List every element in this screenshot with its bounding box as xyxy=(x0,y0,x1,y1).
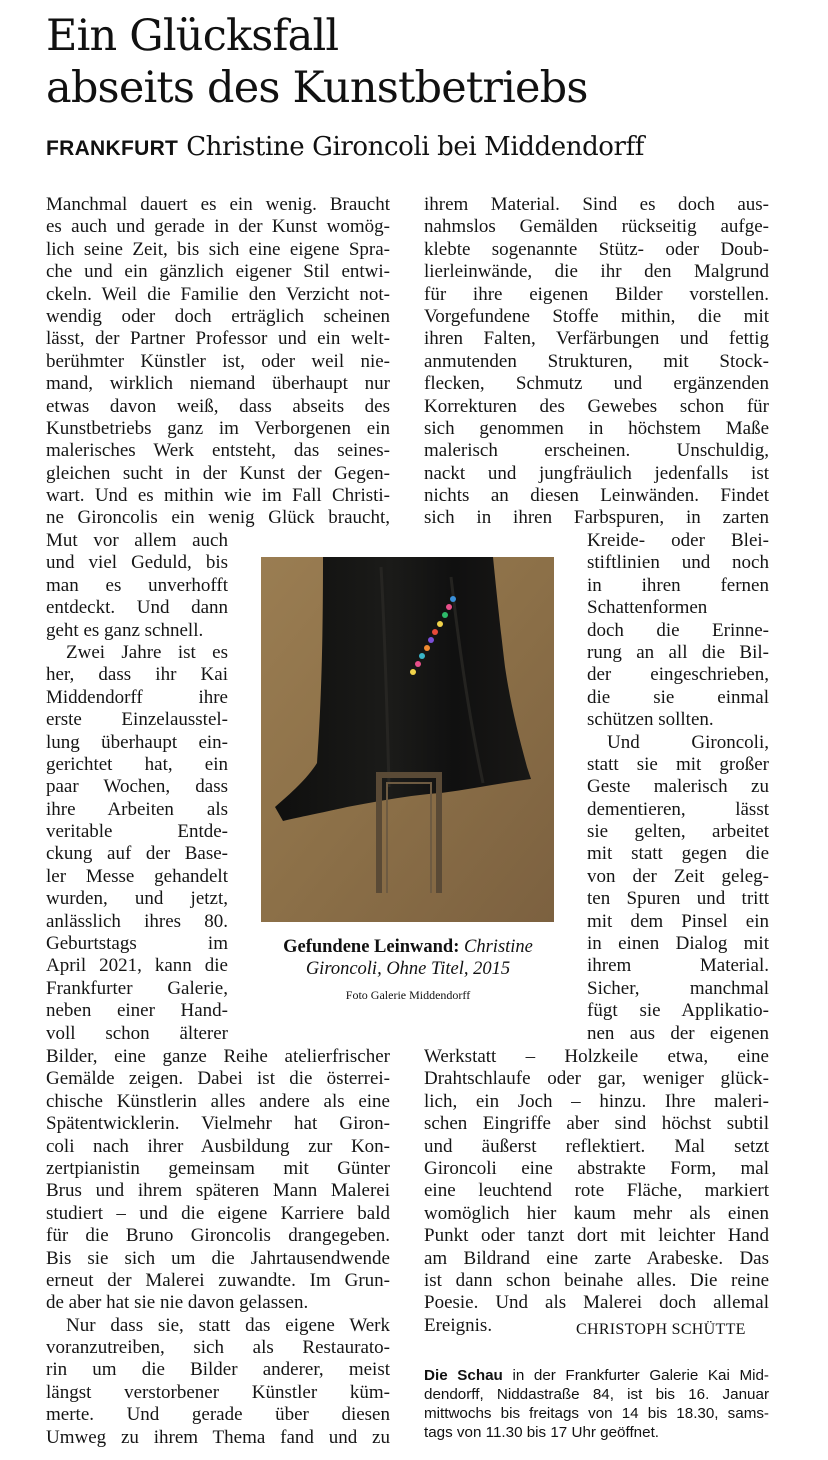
text-line: lung überhaupt ein- xyxy=(46,731,228,753)
text-line: sie gelten, arbeitet xyxy=(587,821,769,843)
text-line: Und Gironcoli, xyxy=(607,731,769,753)
text-line: wart. Und es mithin wie im Fall Christi- xyxy=(46,485,390,507)
text-line: nahmslos Gemälden rückseitig aufge- xyxy=(424,216,769,238)
text-line: anlässlich ihres 80. xyxy=(46,910,228,932)
text-line: studiert – und die eigene Karriere bald xyxy=(46,1202,390,1224)
text-line: malerisches Werk entsteht, das seines- xyxy=(46,440,390,462)
column-right-narrow xyxy=(587,530,769,1045)
text-line: paar Wochen, dass xyxy=(46,776,228,798)
text-line: lich seine Zeit, bis sich eine eigene Spra- xyxy=(46,238,390,260)
text-line: mit dem Pinsel ein xyxy=(587,910,769,932)
text-line: sich genommen in höchstem Maße xyxy=(424,417,769,439)
text-line: Kreide- oder Blei- xyxy=(587,530,769,551)
text-line: stiftlinien und noch xyxy=(587,552,769,574)
text-line: mit statt gegen die xyxy=(587,843,769,865)
headline-line: Ein Glücksfall xyxy=(46,11,339,61)
text-line: gerichtet hat, ein xyxy=(46,753,228,775)
text-line: ihren Falten, Verfärbungen und fettig xyxy=(424,328,769,350)
artwork-image xyxy=(261,557,554,922)
text-line: April 2021, kann die xyxy=(46,955,228,977)
text-line: etwas davon weiß, dass abseits des xyxy=(46,395,390,417)
text-line: neben einer Hand- xyxy=(46,1000,228,1022)
text-line: che und ein gänzlich eigener Stil entwi- xyxy=(46,261,390,283)
text-line: und äußerst reflektiert. Mal setzt xyxy=(424,1135,769,1157)
text-line: Gironcoli eine abstrakte Form, mal xyxy=(424,1157,769,1179)
text-line: von der Zeit geleg- xyxy=(587,865,769,887)
caption-work: Christine xyxy=(464,937,533,957)
dateline: FRANKFURT xyxy=(46,137,179,160)
text-line: berühmter Künstler ist, oder weil nie- xyxy=(46,350,390,372)
text-line: in ihren fernen xyxy=(587,574,769,596)
text-line: für ihre eigenen Bilder vorstellen. xyxy=(424,283,769,305)
text-line: zertpianistin gemeinsam mit Günter xyxy=(46,1157,390,1179)
text-line: voll schon älterer xyxy=(46,1022,228,1044)
info-line: mittwochs bis freitags von 14 bis 18.30, sams- xyxy=(424,1405,769,1422)
text-line: lich, ein Joch – hinzu. Ihre maleri- xyxy=(424,1090,769,1112)
text-line: am Bildrand eine zarte Arabeske. Das xyxy=(424,1247,769,1269)
text-line: es auch und gerade in der Kunst womög- xyxy=(46,216,390,238)
text-line: ckung auf der Base- xyxy=(46,843,228,865)
text-line: für die Bruno Gironcolis drangegeben. xyxy=(46,1225,390,1247)
text-line: Poesie. Und als Malerei doch allemal xyxy=(424,1292,769,1314)
text-line: Punkt oder tanzt dort mit leichter Hand xyxy=(424,1225,769,1247)
caption-title: Gefundene Leinwand: xyxy=(283,937,460,957)
info-lead: Die Schau xyxy=(424,1367,503,1384)
text-line: Geste malerisch zu xyxy=(587,776,769,798)
headline-line: abseits des Kunstbetriebs xyxy=(46,63,588,113)
column-right-bottom xyxy=(424,1046,769,1337)
info-line: dendorff, Niddastraße 84, ist bis 16. Januar xyxy=(424,1386,769,1403)
subtitle: Christine Gironcoli bei Middendorff xyxy=(186,132,645,162)
text-line: malerisch erscheinen. Unschuldig, xyxy=(424,440,769,462)
text-line: Drahtschlaufe oder gar, weniger glück- xyxy=(424,1068,769,1090)
text-line: Schattenformen xyxy=(587,597,708,619)
text-line: in einen Dialog mit xyxy=(587,933,769,955)
text-line: Korrekturen des Gewebes schon für xyxy=(424,395,769,417)
text-line: anmutenden Strukturen, mit Stock- xyxy=(424,350,769,372)
text-line: dementieren, lässt xyxy=(587,798,769,820)
text-line: längst verstorbener Künstler küm- xyxy=(46,1381,390,1403)
text-line: Ereignis. xyxy=(424,1314,493,1336)
image-caption xyxy=(248,936,568,1006)
text-line: Bis sie sich um die Jahrtausendwende xyxy=(46,1247,390,1269)
text-line: ne Gironcolis ein wenig Glück braucht, xyxy=(46,507,390,529)
column-right-top xyxy=(424,194,769,530)
text-line: ler Messe gehandelt xyxy=(46,865,228,887)
text-line: man es unverhofft xyxy=(46,574,228,596)
text-line: wendig oder doch erträglich scheinen xyxy=(46,305,390,327)
author-byline: CHRISTOPH SCHÜTTE xyxy=(576,1321,746,1338)
text-line: her, dass ihr Kai xyxy=(46,664,228,686)
photo-credit: Foto Galerie Middendorff xyxy=(345,988,471,1002)
text-line: Zwei Jahre ist es xyxy=(66,641,228,663)
column-left-narrow xyxy=(46,530,228,1045)
info-text: in der Frankfurter Galerie Kai Mid- xyxy=(502,1367,769,1384)
info-line xyxy=(424,1366,769,1385)
caption-work: Gironcoli, Ohne Titel, 2015 xyxy=(305,959,511,979)
text-line: Sicher, manchmal xyxy=(587,977,769,999)
text-line: und viel Geduld, bis xyxy=(46,552,228,574)
text-line: Spätentwicklerin. Vielmehr hat Giron- xyxy=(46,1113,390,1135)
text-line: statt sie mit großer xyxy=(587,753,769,775)
column-left-bottom xyxy=(46,1046,390,1449)
text-line: Umweg zu ihrem Thema fand und zu xyxy=(46,1426,390,1448)
text-line: Gemälde zeigen. Dabei ist die österrei- xyxy=(46,1068,390,1090)
text-line: Middendorff ihre xyxy=(46,686,228,708)
text-line: klebte sogenannte Stütz- oder Doub- xyxy=(424,238,769,260)
text-line: Brus und ihrem späteren Mann Malerei xyxy=(46,1180,390,1202)
text-line: nichts an diesen Leinwänden. Findet xyxy=(424,485,769,507)
text-line: Frankfurter Galerie, xyxy=(46,977,228,999)
text-line: Geburtstags im xyxy=(46,933,228,955)
text-line: Mut vor allem auch xyxy=(46,530,228,551)
text-line: ihre Arbeiten als xyxy=(46,798,228,820)
text-line: coli nach ihrer Ausbildung zur Kon- xyxy=(46,1135,390,1157)
text-line: rin um die Bilder anderer, meist xyxy=(46,1359,390,1381)
text-line: de aber hat sie nie davon gelassen. xyxy=(46,1292,309,1314)
exhibition-info xyxy=(424,1366,769,1442)
text-line: nen aus der eigenen xyxy=(587,1022,769,1044)
text-line: voranzutreiben, sich als Restaurato- xyxy=(46,1337,390,1359)
text-line: schen Eingriffe aber sind höchst subtil xyxy=(424,1113,769,1135)
text-line: veritable Entde- xyxy=(46,821,228,843)
text-line: ihrem Material. xyxy=(587,955,769,977)
text-line: Werkstatt – Holzkeile etwa, eine xyxy=(424,1046,769,1067)
text-line: lässt, der Partner Professor und ein welt- xyxy=(46,328,390,350)
text-line: Bilder, eine ganze Reihe atelierfrischer xyxy=(46,1046,390,1067)
artwork-image-svg xyxy=(261,557,554,922)
subheadline xyxy=(46,132,816,162)
text-line: Nur dass sie, statt das eigene Werk xyxy=(66,1314,390,1336)
text-line: flecken, Schmutz und ergänzenden xyxy=(424,373,769,395)
text-line: nackt und jungfräulich jedenfalls ist xyxy=(424,462,769,484)
headline xyxy=(46,10,806,114)
text-line: womöglich hier kaum mehr als einen xyxy=(424,1202,769,1224)
text-line: Manchmal dauert es ein wenig. Braucht xyxy=(46,194,390,215)
text-line: gleichen sucht in der Kunst der Gegen- xyxy=(46,462,390,484)
text-line: entdeckt. Und dann xyxy=(46,597,228,619)
text-line: merte. Und gerade über diesen xyxy=(46,1404,390,1426)
text-line: die sie einmal xyxy=(587,686,769,708)
text-line: erste Einzelausstel- xyxy=(46,709,228,731)
text-line: mand, wirklich niemand überhaupt nur xyxy=(46,373,390,395)
text-line: chische Künstlerin alles andere als eine xyxy=(46,1090,390,1112)
text-line: lierleinwände, die ihr den Malgrund xyxy=(424,261,769,283)
text-line: ihrem Material. Sind es doch aus- xyxy=(424,194,769,215)
text-line: ckeln. Weil die Familie den Verzicht not- xyxy=(46,283,390,305)
text-line: erneut der Malerei zuwandte. Im Grun- xyxy=(46,1269,390,1291)
text-line: wurden, und jetzt, xyxy=(46,888,228,910)
text-line: ist dann schon beinahe alles. Die reine xyxy=(424,1269,769,1291)
text-line: geht es ganz schnell. xyxy=(46,619,204,641)
text-line: der eingeschrieben, xyxy=(587,664,769,686)
text-line: rung an all die Bil- xyxy=(587,641,769,663)
text-line: Vorgefundene Stoffe mithin, die mit xyxy=(424,305,769,327)
text-line: sich in ihren Farbspuren, in zarten xyxy=(424,507,769,529)
text-line: doch die Erinne- xyxy=(587,619,769,641)
info-line: tags von 11.30 bis 17 Uhr geöffnet. xyxy=(424,1424,660,1441)
text-line: fügt sie Applikatio- xyxy=(587,1000,769,1022)
column-left-top xyxy=(46,194,390,530)
text-line: Kunstbetriebs ganz im Verborgenen ein xyxy=(46,417,390,439)
text-line: ten Spuren und tritt xyxy=(587,888,769,910)
text-line: schützen sollten. xyxy=(587,709,714,731)
text-line: eine leuchtend rote Fläche, markiert xyxy=(424,1180,769,1202)
